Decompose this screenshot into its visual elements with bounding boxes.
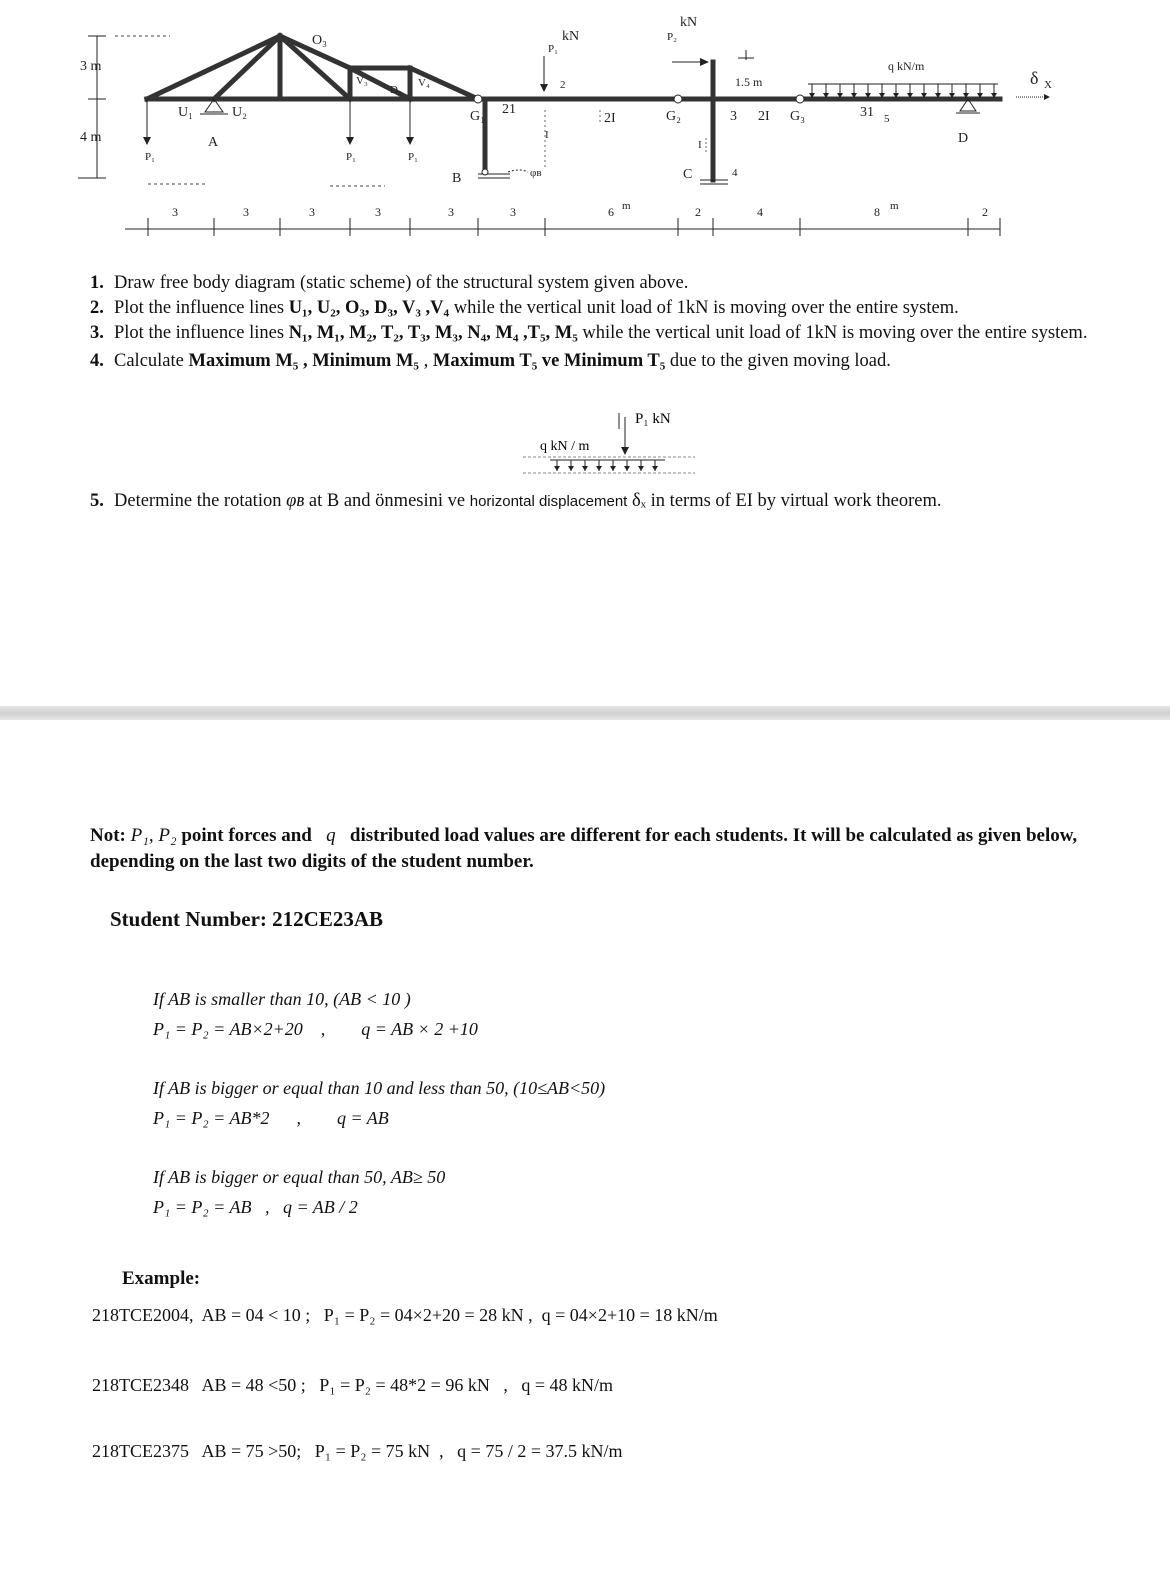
height-dimension [78,36,106,178]
note-q: q [326,825,336,846]
u1-label: U₁ [178,105,193,120]
stiffness-1-label: I [545,129,549,141]
g2-label: G₂ [666,109,681,124]
sketch-load-arrow-head [624,466,630,471]
span-3-label-3: 3 [309,205,315,219]
support-b-label: B [452,171,462,186]
d3-label: D₃ [390,84,402,96]
example-title: Example: [122,1268,201,1289]
span-4-label: 4 [757,205,763,219]
span-8-label: 8 [874,205,880,219]
support-d-label: D [958,131,969,146]
note-a: point forces and [181,825,312,846]
v4-label: V₄ [418,77,430,89]
question-5-pre: Determine the rotation [114,491,287,511]
delta-x-label: δ [1030,68,1039,88]
stiffness-21-label: 21 [502,102,516,117]
question-3-post: while the vertical unit load of 1kN is moving over the entire system. [577,323,1088,343]
p1-label-1: P₁ [145,151,155,163]
rule-1-formula: P₁ = P₂ = AB×2+20 , q = AB × 2 +10 [153,1019,478,1039]
sketch-load-arrow-head [652,466,658,471]
height-4-label: 4 [732,167,738,179]
sketch-load-arrow-head [582,466,588,471]
p2-label: P₂ [667,31,677,43]
span-3-label-6: 3 [510,205,516,219]
question-4-pre: Calculate [114,351,189,371]
g1-label: G₁ [470,109,485,124]
load-sketch-p-label: P₁ kN [635,411,671,427]
rule-1-condition: If AB is smaller than 10, (AB < 10 ) [153,989,411,1009]
span-2-label-2: 2 [982,205,988,219]
q-load-label: q kN/m [888,59,925,73]
rule-3 [153,1162,445,1222]
rule-3-formula: P₁ = P₂ = AB , q = AB / 2 [153,1197,358,1217]
note-b: distributed load values are different for each students. It will be calculated as given below, depending on the last two digits of the student number. [90,825,1078,872]
distributed-load [808,59,998,98]
note-lead: Not: [90,825,126,846]
support-b [452,167,542,186]
height-3-label: 3 [730,109,737,124]
note-symbols: P₁, P₂ [130,825,177,846]
student-number: Student Number: 212CE23AB [110,907,384,931]
moving-load-sketch [515,405,705,475]
rule-3-condition: If AB is bigger or equal than 50, AB≥ 50 [153,1167,446,1187]
load-sketch-q-label: q kN / m [540,439,590,454]
p1-moving-load [540,29,579,92]
support-c-label: C [683,167,693,182]
stiffness-i-label: I [698,139,702,151]
question-3 [90,321,1150,346]
sketch-load-arrow-head [568,466,574,471]
phi-b-label: φʙ [530,167,542,179]
hinge-g2 [674,95,682,103]
span-2-label-1: 2 [695,205,701,219]
span-dimensions [125,200,1000,236]
span-8-unit: m [890,200,899,212]
example-row-3: 218TCE2375 AB = 75 >50; P₁ = P₂ = 75 kN , q = 75 / 2 = 37.5 kN/m [92,1441,623,1461]
question-3-members: N₁, M₁, M₂, T₂, T₃, M₃, N₄, M₄ ,T₅, M₅ [288,323,578,343]
question-2-number: 2. [90,298,104,318]
stiffness-2i-label: 2I [604,111,616,126]
span-1-5m-label: 1.5 m [735,75,763,89]
question-2-members: U₁, U₂, O₃, D₃, V₃ ,V₄ [288,298,450,318]
question-5-post: in terms of EI by virtual work theorem. [646,491,942,511]
question-1-text: Draw free body diagram (static scheme) of the structural system given above. [114,273,689,293]
question-3-pre: Plot the influence lines [114,323,289,343]
question-2 [90,296,1150,321]
kn-label-2: kN [680,15,698,30]
support-d [956,99,980,146]
sketch-load-arrow-head [596,466,602,471]
span-3-label-4: 3 [375,205,381,219]
o3-label: O₃ [312,33,327,48]
note-paragraph [90,823,1120,875]
question-1 [90,271,1150,296]
dim-3m-label: 3 m [80,59,102,74]
g3-label: G₃ [790,109,805,124]
rule-2-formula: P₁ = P₂ = AB*2 , q = AB [153,1108,389,1128]
span-3-label-2: 3 [243,205,249,219]
example-row-2: 218TCE2348 AB = 48 <50 ; P₁ = P₂ = 48*2 = 96 kN , q = 48 kN/m [92,1375,613,1395]
support-a-label: A [208,135,219,150]
question-5-delta: δₓ [627,491,647,511]
question-2-post: while the vertical unit load of 1kN is moving over the entire system. [449,298,959,318]
structural-system-diagram [0,0,1170,250]
height-5-label: 5 [884,113,890,125]
question-1-number: 1. [90,273,104,293]
stiffness-2-label: 2 [560,79,566,91]
u2-label: U₂ [232,105,247,120]
span-3-label-1: 3 [172,205,178,219]
sketch-load-arrow-head [610,466,616,471]
question-5-block [90,489,1150,514]
hinge-g1 [474,95,482,103]
support-a [200,99,228,150]
rule-1 [153,984,478,1044]
delta-x-indicator [1016,68,1052,100]
span-3-label-5: 3 [448,205,454,219]
p1-moving-label: P₁ [548,43,558,55]
question-3-number: 3. [90,323,104,343]
question-4-number: 4. [90,351,104,371]
question-5-phi: φʙ [286,491,305,511]
span-6-unit: m [622,200,631,212]
question-5 [90,489,1150,514]
question-5-hd: horizontal displacement [469,493,628,510]
question-5-mid: at B and önmesini ve [304,491,470,511]
v3-label: V₃ [356,75,368,87]
stiffness-31-label: 31 [860,105,874,120]
question-4 [90,349,1150,374]
delta-x-subscript: X [1044,79,1052,91]
dim-4m-label: 4 m [80,130,102,145]
question-list [90,271,1150,374]
sketch-load-arrow-head [638,466,644,471]
page-separator [0,706,1170,720]
rule-2-condition: If AB is bigger or equal than 10 and less than 50, (10≤AB<50) [153,1078,606,1098]
span-6-label: 6 [608,205,614,219]
question-4-part1: Maximum M₅ , Minimum M₅ [188,351,419,371]
question-2-pre: Plot the influence lines [114,298,289,318]
sketch-load-arrow-head [554,466,560,471]
question-4-sep: , [418,351,433,371]
hinge-g3 [796,95,804,103]
question-4-part2: Maximum T₅ ve Minimum T₅ [432,351,666,371]
rule-2 [153,1073,605,1133]
question-4-post: due to the given moving load. [665,351,891,371]
example-row-1: 218TCE2004, AB = 04 < 10 ; P₁ = P₂ = 04×2+20 = 28 kN , q = 04×2+10 = 18 kN/m [92,1305,718,1325]
p1-label-3: P₁ [408,151,418,163]
p1-label-2: P₁ [346,151,356,163]
kn-label-1: kN [562,29,580,44]
question-5-number: 5. [90,491,104,511]
stiffness-2i-label-2: 2I [758,109,770,124]
